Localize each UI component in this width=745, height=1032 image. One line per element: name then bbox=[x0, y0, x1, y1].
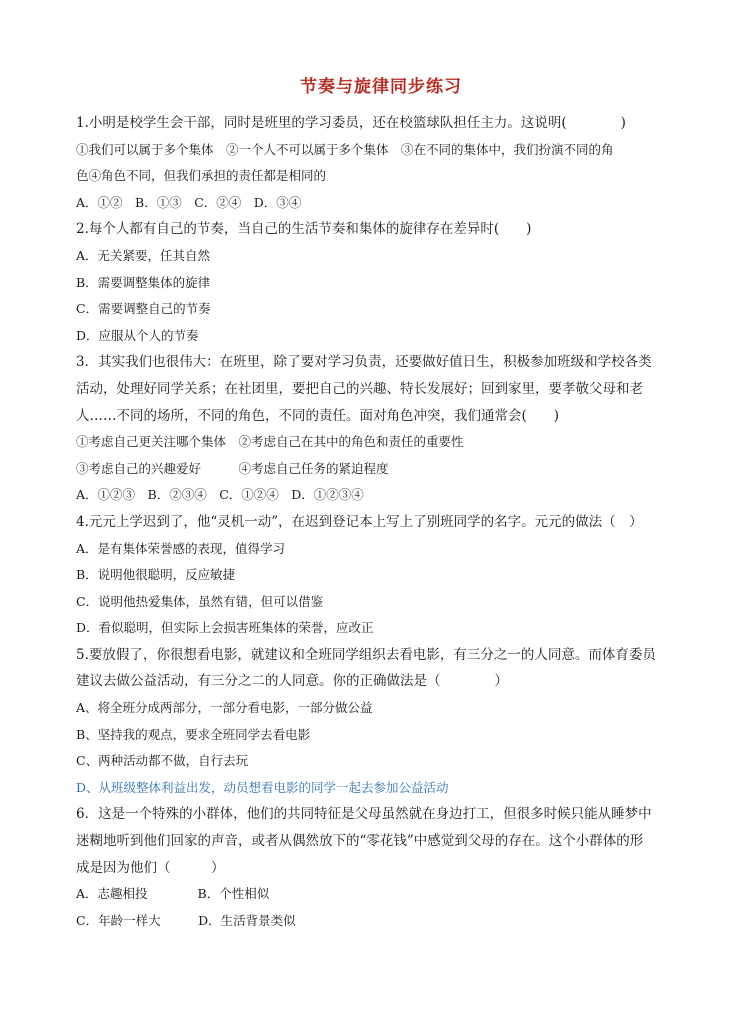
q2-stem: 2.每个人都有自己的节奏，当自己的生活节奏和集体的旋律存在差异时( ) bbox=[76, 221, 532, 238]
q5-stem-line2: 建议去做公益活动，有三分之二的人同意。你的正确做法是（ ） bbox=[76, 673, 508, 690]
q3-stem-line2: 活动，处理好同学关系；在社团里，要把自己的兴趣、特长发展好；回到家里，要孝敬父母和老 bbox=[76, 380, 643, 397]
q3-choices: A．①②③ B．②③④ C．①②④ D．①②③④ bbox=[76, 487, 364, 503]
document-page bbox=[76, 74, 686, 934]
q5-stem-line1: 5.要放假了，你很想看电影，就建议和全班同学组织去看电影，有三分之一的人同意。而体育委员 bbox=[76, 646, 656, 663]
q2-choice-b: B．需要调整集体的旋律 bbox=[76, 274, 211, 290]
q2-choice-c: C．需要调整自己的节奏 bbox=[76, 301, 211, 317]
q1-statements-line1: ①我们可以属于多个集体 ②一个人不可以属于多个集体 ③在不同的集体中，我们扮演不同的角 bbox=[76, 141, 614, 157]
q6-choices-cd: C．年龄一样大 D．生活背景类似 bbox=[76, 912, 296, 928]
q1-stem: 1.小明是校学生会干部，同时是班里的学习委员，还在校篮球队担任主力。这说明( ) bbox=[76, 115, 626, 131]
q3-statements-line1: ①考虑自己更关注哪个集体 ②考虑自己在其中的角色和责任的重要性 bbox=[76, 434, 464, 450]
q6-choices-ab: A．志趣相投 B．个性相似 bbox=[76, 886, 270, 902]
page-title: 节奏与旋律同步练习 bbox=[300, 77, 462, 97]
q6-stem-line1: 6．这是一个特殊的小群体，他们的共同特征是父母虽然就在身边打工，但很多时候只能从睡梦中 bbox=[76, 806, 652, 823]
q1-statements-line2: 色④角色不同，但我们承担的责任都是相同的 bbox=[76, 168, 327, 184]
q6-stem-line3: 成是因为他们（ ） bbox=[76, 859, 225, 876]
q6-stem-line2: 迷糊地听到他们回家的声音，或者从偶然放下的“零花钱”中感觉到父母的存在。这个小群体的形 bbox=[76, 833, 644, 850]
q4-choice-d: D．看似聪明，但实际上会损害班集体的荣誉，应改正 bbox=[76, 620, 374, 636]
q3-stem-line1: 3．其实我们也很伟大：在班里，除了要对学习负责，还要做好值日生，积极参加班级和学校各类 bbox=[76, 354, 652, 371]
q5-choice-c: C、两种活动都不做，自行去玩 bbox=[76, 753, 249, 769]
q2-choice-d: D．应服从个人的节奏 bbox=[76, 327, 199, 343]
q5-choice-b: B、坚持我的观点，要求全班同学去看电影 bbox=[76, 726, 311, 742]
q4-stem: 4.元元上学迟到了，他“灵机一动”，在迟到登记本上写上了别班同学的名字。元元的做法（ ） bbox=[76, 513, 643, 530]
q2-choice-a: A．无关紧要，任其自然 bbox=[76, 247, 211, 263]
q5-choice-d-highlighted: D、从班级整体利益出发，动员想看电影的同学一起去参加公益活动 bbox=[76, 779, 449, 795]
q3-statements-line2: ③考虑自己的兴趣爱好 ④考虑自己任务的紧迫程度 bbox=[76, 460, 389, 476]
q4-choice-b: B．说明他很聪明，反应敏捷 bbox=[76, 567, 236, 583]
q1-choices: A．①② B．①③ C．②④ D．③④ bbox=[76, 194, 302, 210]
q4-choice-a: A．是有集体荣誉感的表现，值得学习 bbox=[76, 540, 286, 556]
q4-choice-c: C．说明他热爱集体，虽然有错，但可以借鉴 bbox=[76, 593, 324, 609]
q3-stem-line3: 人……不同的场所，不同的角色，不同的责任。面对角色冲突，我们通常会( ) bbox=[76, 407, 560, 424]
q5-choice-a: A、将全班分成两部分，一部分看电影，一部分做公益 bbox=[76, 700, 373, 716]
